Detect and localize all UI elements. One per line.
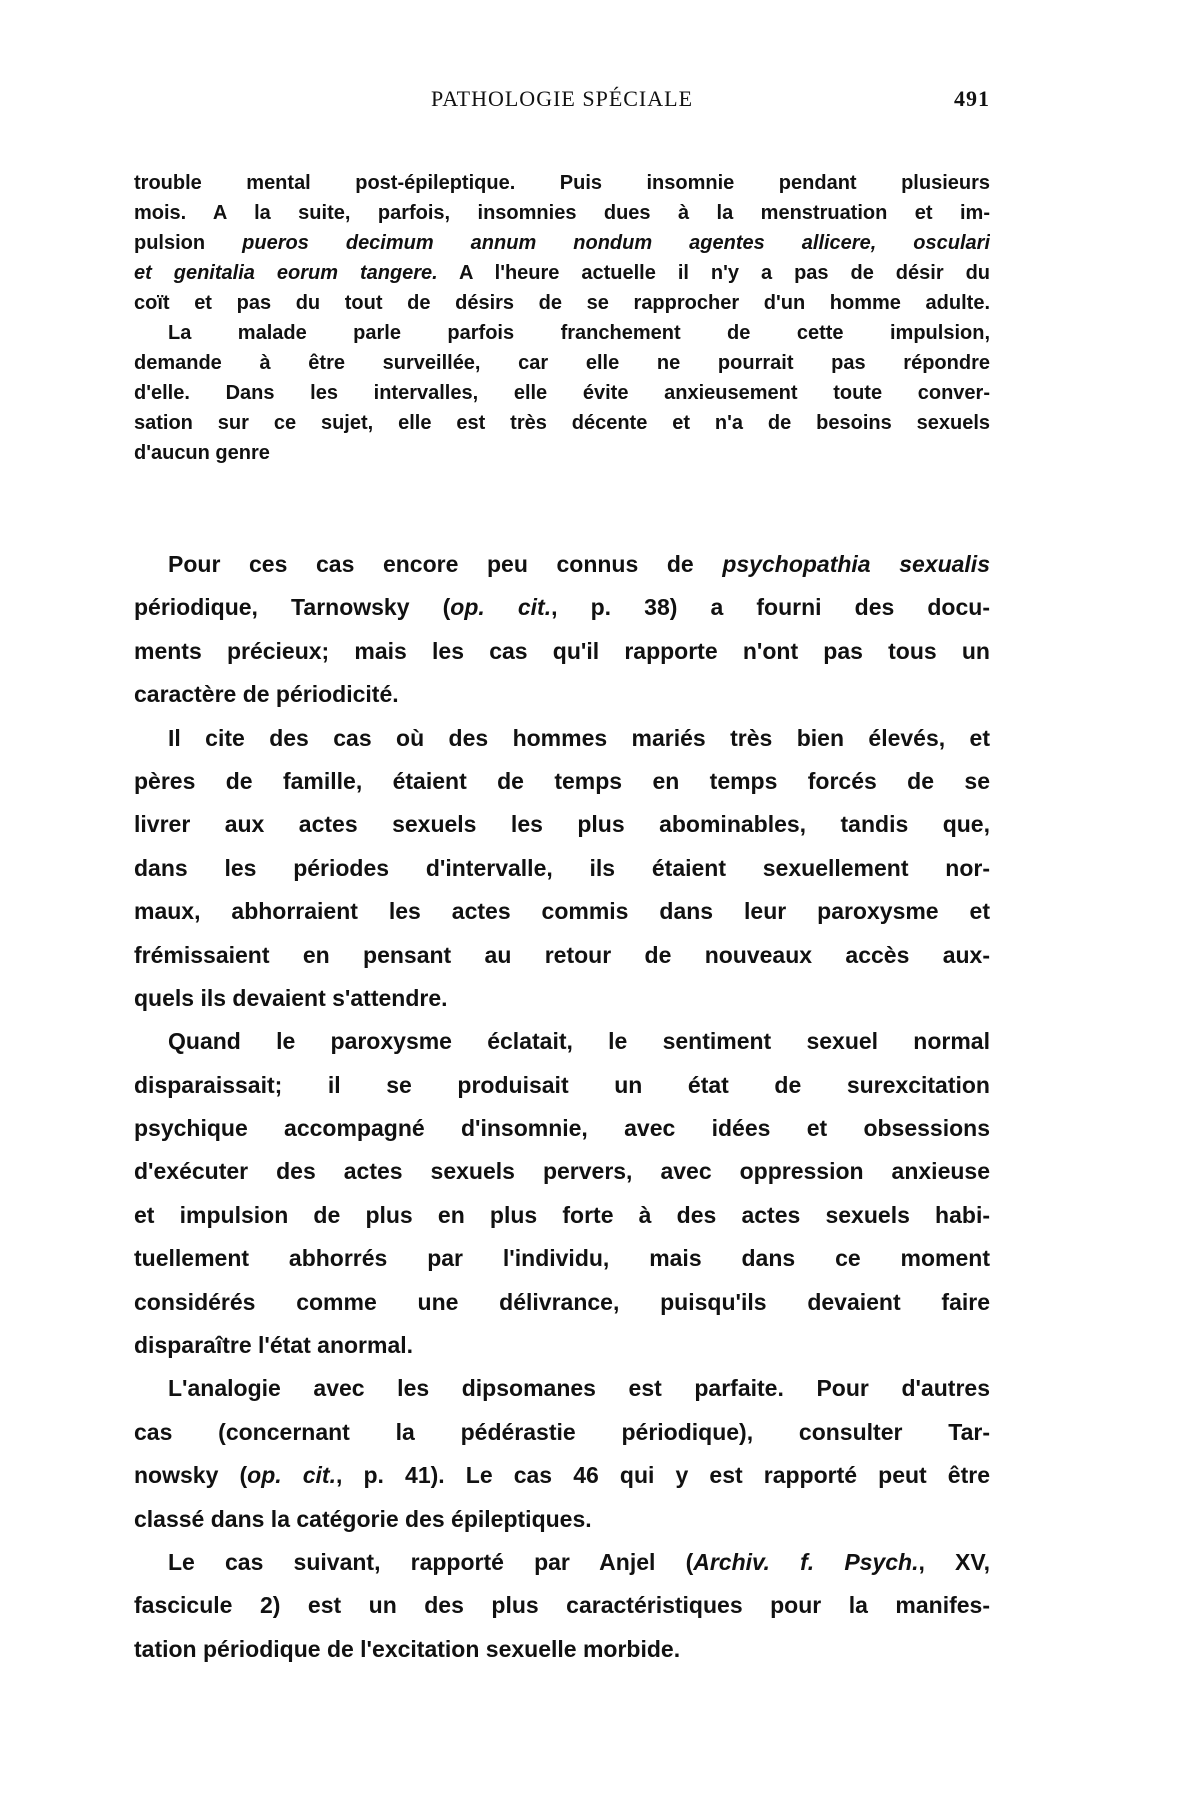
- text-run: livrer aux actes sexuels les plus abominables, tandis que,: [134, 811, 990, 838]
- text-line: [134, 1411, 990, 1454]
- text-line: [134, 543, 990, 586]
- text-run: disparaissait; il se produisait un état de surexcitation: [134, 1071, 990, 1098]
- text-line: [134, 318, 990, 348]
- text-line: [134, 1367, 990, 1410]
- text-line: [134, 348, 990, 378]
- text-run: Il cite des cas où des hommes mariés très bien élevés, et: [168, 724, 990, 751]
- text-run: considérés comme une délivrance, puisqu'ils devaient faire: [134, 1288, 990, 1315]
- italic-text: op. cit.: [247, 1462, 336, 1489]
- text-line: [134, 1454, 990, 1497]
- italic-text: op. cit.: [450, 594, 552, 621]
- text-run: tation périodique de l'excitation sexuelle morbide.: [134, 1635, 681, 1662]
- text-line: [134, 586, 990, 629]
- text-line: [134, 847, 990, 890]
- text-run: , p. 38) a fourni des docu-: [551, 594, 990, 621]
- text-run: La malade parle parfois franchement de cette impulsion,: [168, 322, 990, 344]
- text-line: [134, 977, 990, 1020]
- text-line: [134, 258, 990, 288]
- text-run: coït et pas du tout de désirs de se rapprocher d'un homme adulte.: [134, 292, 990, 314]
- text-line: [134, 1020, 990, 1063]
- text-run: disparaître l'état anormal.: [134, 1332, 414, 1359]
- text-line: [134, 168, 990, 198]
- text-line: [134, 1541, 990, 1584]
- text-line: [134, 198, 990, 228]
- text-line: [134, 1150, 990, 1193]
- text-run: A l'heure actuelle il n'y a pas de désir du: [437, 262, 990, 284]
- text-line: [134, 717, 990, 760]
- text-run: maux, abhorraient les actes commis dans leur paroxysme et: [134, 898, 990, 925]
- text-run: fascicule 2) est un des plus caractéristiques pour la manifes-: [134, 1592, 990, 1619]
- text-line: [134, 228, 990, 258]
- text-run: ments précieux; mais les cas qu'il rapporte n'ont pas tous un: [134, 637, 990, 664]
- text-run: nowsky (: [134, 1462, 248, 1489]
- text-run: trouble mental post-épileptique. Puis insomnie pendant plusieurs: [134, 172, 990, 194]
- text-run: quels ils devaient s'attendre.: [134, 984, 448, 1011]
- text-line: [134, 673, 990, 716]
- text-run: pulsion: [134, 232, 243, 254]
- text-line: [134, 1237, 990, 1280]
- text-run: frémissaient en pensant au retour de nouveaux accès aux-: [134, 941, 990, 968]
- text-run: Le cas suivant, rapporté par Anjel (: [168, 1548, 694, 1575]
- text-run: classé dans la catégorie des épileptiques.: [134, 1505, 592, 1532]
- text-run: caractère de périodicité.: [134, 681, 399, 708]
- italic-text: psychopathia sexualis: [722, 551, 990, 577]
- text-run: L'analogie avec les dipsomanes est parfaite. Pour d'autres: [168, 1375, 990, 1402]
- text-run: et impulsion de plus en plus forte à des actes sexuels habi-: [134, 1201, 990, 1228]
- text-line: [134, 1324, 990, 1367]
- text-line: [134, 378, 990, 408]
- text-line: [134, 1628, 990, 1671]
- text-run: Quand le paroxysme éclatait, le sentiment sexuel normal: [168, 1028, 990, 1055]
- text-run: [876, 232, 913, 254]
- text-line: [134, 408, 990, 438]
- italic-text: osculari: [913, 232, 990, 254]
- text-line: [134, 803, 990, 846]
- text-line: [134, 890, 990, 933]
- text-line: [134, 1194, 990, 1237]
- italic-text: Archiv. f. Psych.: [693, 1548, 919, 1575]
- text-line: [134, 1064, 990, 1107]
- text-line: [134, 630, 990, 673]
- text-run: , p. 41). Le cas 46 qui y est rapporté peut être: [335, 1462, 990, 1489]
- text-line: [134, 1281, 990, 1324]
- running-title: PATHOLOGIE SPÉCIALE: [430, 86, 694, 111]
- text-line: [134, 438, 990, 468]
- text-line: [134, 934, 990, 977]
- text-run: tuellement abhorrés par l'individu, mais dans ce moment: [134, 1245, 990, 1272]
- text-run: pères de famille, étaient de temps en temps forcés de se: [134, 767, 990, 794]
- text-run: dans les périodes d'intervalle, ils étaient sexuellement nor-: [134, 854, 990, 881]
- italic-text: et genitalia eorum tangere.: [134, 262, 438, 284]
- text-run: , XV,: [918, 1548, 990, 1575]
- text-line: [134, 1107, 990, 1150]
- body-text: [134, 543, 990, 1671]
- text-run: demande à être surveillée, car elle ne pourrait pas répondre: [134, 352, 990, 374]
- running-header: [134, 86, 990, 116]
- text-run: périodique, Tarnowsky (: [134, 594, 451, 621]
- text-run: d'exécuter des actes sexuels pervers, avec oppression anxieuse: [134, 1158, 990, 1185]
- text-line: [134, 1498, 990, 1541]
- text-line: [134, 1584, 990, 1627]
- text-run: sation sur ce sujet, elle est très décente et n'a de besoins sexuels: [134, 412, 990, 434]
- text-run: psychique accompagné d'insomnie, avec idées et obsessions: [134, 1115, 990, 1142]
- italic-text: pueros decimum annum nondum agentes allicere,: [242, 232, 877, 254]
- text-run: d'aucun genre: [134, 442, 270, 464]
- text-line: [134, 288, 990, 318]
- text-run: Pour ces cas encore peu connus de: [168, 551, 723, 577]
- text-line: [134, 760, 990, 803]
- text-run: d'elle. Dans les intervalles, elle évite anxieusement toute conver-: [134, 382, 990, 404]
- case-report-text: [134, 168, 990, 468]
- text-run: cas (concernant la pédérastie périodique), consulter Tar-: [134, 1418, 990, 1445]
- page-number: 491: [954, 86, 990, 111]
- text-run: mois. A la suite, parfois, insomnies dues à la menstruation et im-: [134, 202, 990, 224]
